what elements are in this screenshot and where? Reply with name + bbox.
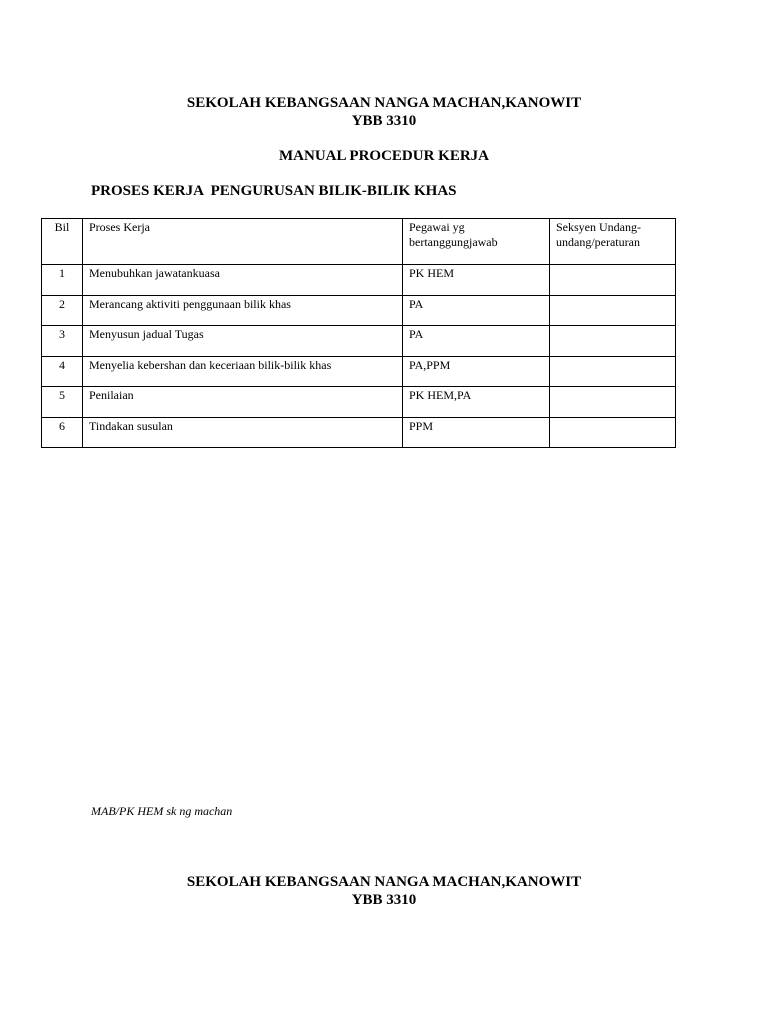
cell-proses-kerja: Menubuhkan jawatankuasa [83, 265, 403, 296]
table-row [42, 265, 676, 296]
school-code-heading: YBB 3310 [351, 113, 417, 129]
cell-pegawai: PA [403, 295, 550, 326]
column-header-pegawai: Pegawai yg bertanggungjawab [403, 219, 550, 265]
table-row [42, 356, 676, 387]
next-page-school-name-heading: SEKOLAH KEBANGSAAN NANGA MACHAN,KANOWIT [186, 874, 582, 890]
next-page-school-code-heading: YBB 3310 [351, 892, 417, 908]
cell-seksyen [550, 295, 676, 326]
cell-proses-kerja: Menyusun jadual Tugas [83, 326, 403, 357]
cell-proses-kerja: Penilaian [83, 387, 403, 418]
table-row [42, 387, 676, 418]
school-name-heading: SEKOLAH KEBANGSAAN NANGA MACHAN,KANOWIT [186, 95, 582, 111]
cell-pegawai: PK HEM,PA [403, 387, 550, 418]
table-header-row [42, 219, 676, 265]
table-row [42, 295, 676, 326]
cell-seksyen [550, 326, 676, 357]
table-row [42, 417, 676, 448]
cell-pegawai: PA,PPM [403, 356, 550, 387]
cell-bil: 3 [42, 326, 83, 357]
column-header-seksyen: Seksyen Undang-undang/peraturan [550, 219, 676, 265]
cell-bil: 6 [42, 417, 83, 448]
cell-bil: 4 [42, 356, 83, 387]
cell-seksyen [550, 417, 676, 448]
cell-seksyen [550, 265, 676, 296]
column-header-proses-kerja: Proses Kerja [83, 219, 403, 265]
cell-pegawai: PPM [403, 417, 550, 448]
cell-pegawai: PK HEM [403, 265, 550, 296]
cell-bil: 5 [42, 387, 83, 418]
cell-bil: 1 [42, 265, 83, 296]
footer-note: MAB/PK HEM sk ng machan [91, 804, 233, 818]
cell-proses-kerja: Tindakan susulan [83, 417, 403, 448]
cell-seksyen [550, 387, 676, 418]
cell-pegawai: PA [403, 326, 550, 357]
procedure-table [41, 218, 676, 448]
cell-bil: 2 [42, 295, 83, 326]
cell-proses-kerja: Merancang aktiviti penggunaan bilik khas [83, 295, 403, 326]
table-row [42, 326, 676, 357]
cell-proses-kerja: Menyelia kebershan dan keceriaan bilik-bilik khas [83, 356, 403, 387]
process-title: PROSES KERJA PENGURUSAN BILIK-BILIK KHAS [91, 183, 457, 199]
manual-title: MANUAL PROCEDUR KERJA [279, 148, 489, 164]
cell-seksyen [550, 356, 676, 387]
column-header-bil: Bil [42, 219, 83, 265]
